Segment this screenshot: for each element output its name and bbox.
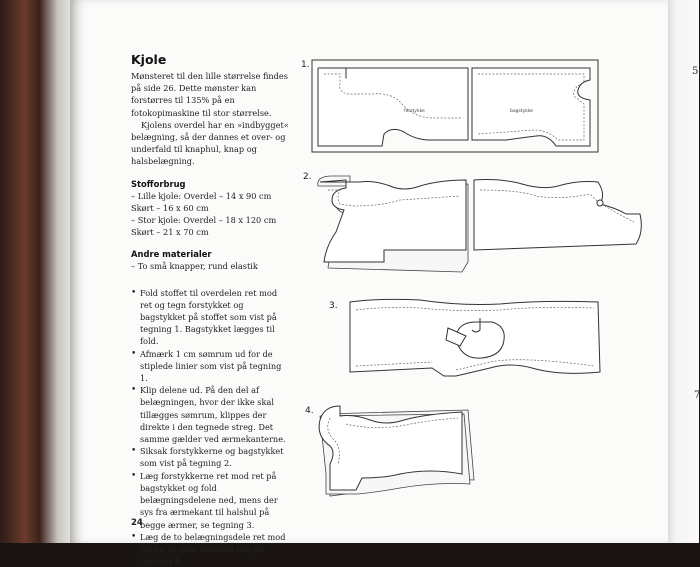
step-item: • Afmærk 1 cm sømrum ud for de stiplede linier som vist på tegning 1.	[131, 348, 291, 385]
figure-4-label: 4.	[305, 406, 314, 416]
figure-2-drawing	[318, 176, 642, 272]
step-item: • Læg de to belægningsdele ret mod ret og sy dem sammen mb, se tegning 4.	[131, 531, 291, 567]
fabric-item: Skørt – 16 x 60 cm	[131, 202, 209, 213]
fabric-heading: Stofforbrug	[131, 178, 186, 189]
front-piece-zigzag	[320, 180, 466, 262]
figure-1-drawing	[312, 60, 598, 152]
page-number: 24	[131, 518, 143, 528]
step-item: • Klip delene ud. På den del af belægningen, hvor der ikke skal tillægges sømrum, klippes der direkte i den tegnede streg. Det samme gælder ved ærmekanterne.	[131, 384, 291, 445]
step-item: • Fold stoffet til overdelen ret mod ret og tegn forstykket og bagstykket på stoffet som vist på tegning 1. Bagstykket lægges til fold.	[131, 287, 291, 348]
fabric-item: – Lille kjole: Overdel – 14 x 90 cm	[131, 190, 272, 201]
figure-3-label: 3.	[329, 301, 338, 311]
materials-item: – To små knapper, rund elastik	[131, 261, 258, 272]
article-title: Kjole	[131, 52, 167, 67]
materials-heading: Andre materialer	[131, 249, 212, 260]
back-piece-label: bagstykke	[510, 109, 534, 114]
step-item: • Siksak forstykkerne og bagstykket som vist på tegning 2.	[131, 445, 291, 469]
fabric-item: – Stor kjole: Overdel – 18 x 120 cm	[131, 215, 277, 226]
step-item: • Læg forstykkerne ret mod ret på bagstykket og fold belægningsdelene ned, mens der sys fra ærmekant til halshul på begge ærmer, se tegning 3.	[131, 470, 291, 531]
figure-4-drawing	[319, 406, 474, 496]
figure-1-label: 1.	[301, 60, 310, 70]
armhole-notch	[597, 200, 603, 206]
fabric-item: Skørt – 21 x 70 cm	[131, 227, 209, 238]
back-piece-outline	[472, 68, 590, 146]
intro-paragraph-2: Kjolens overdel har en »indbygget« belægning, så der dannes et over- og underfald til knaphul, knap og halsbelægning.	[131, 119, 289, 167]
figure-2-label: 2.	[303, 172, 312, 182]
facing-page-mark: 7	[694, 390, 700, 401]
intro-paragraph: Mønsteret til den lille størrelse findes på side 26. Dette mønster kan forstørres til 135% på en fotokopimaskine til stor størrelse.	[131, 71, 288, 118]
front-piece-label: forstykke	[404, 109, 425, 114]
facing-page-mark: 5	[692, 66, 699, 77]
figure-3-drawing	[350, 299, 600, 376]
